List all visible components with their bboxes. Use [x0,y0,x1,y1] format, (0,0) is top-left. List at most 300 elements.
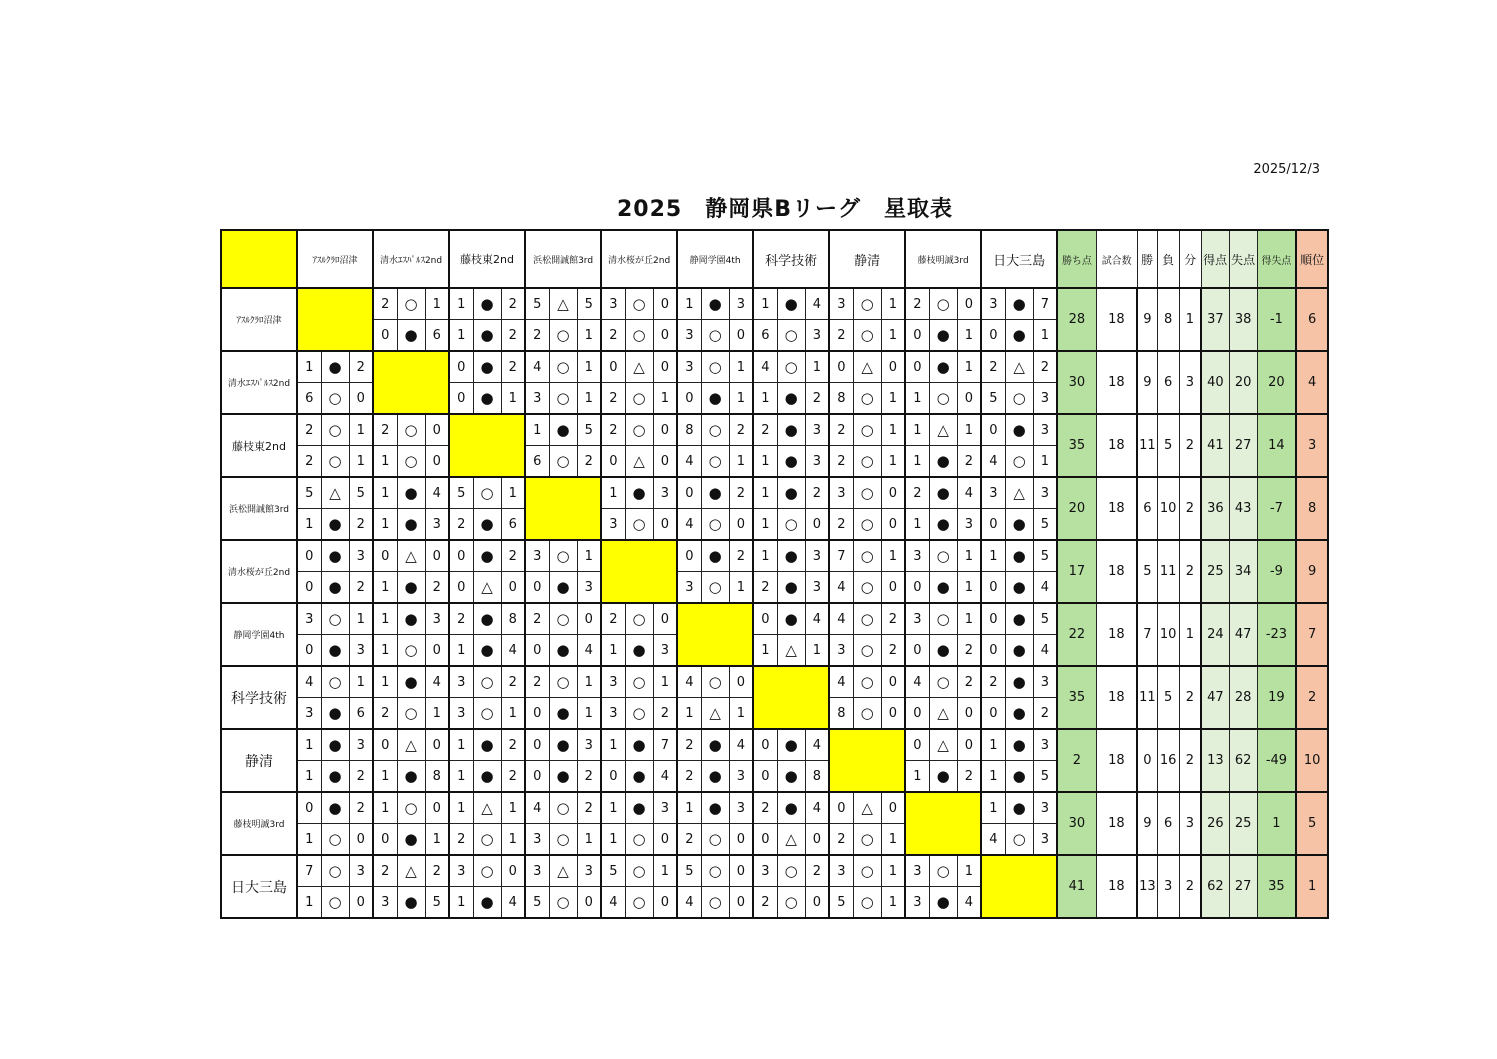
row-team-name: 浜松開誠館3rd [221,477,297,540]
row-team-name: 藤枝明誠3rd [221,792,297,855]
row-team-name: 清水ｴｽﾊﾟﾙｽ2nd [221,351,297,414]
stat-points: 41 [1057,855,1096,918]
score-for: 0 [981,320,1005,352]
win-mark: ○ [1005,824,1033,856]
loss-mark: ● [549,635,577,667]
corner-cell [221,230,297,288]
score-for: 0 [373,824,397,856]
win-mark: ○ [929,383,957,415]
score-for: 1 [297,887,321,919]
score-for: 2 [601,414,625,446]
draw-mark: △ [853,351,881,383]
score-for: 2 [601,603,625,635]
stat-goals-for: 36 [1201,477,1229,540]
score-against: 3 [425,603,449,635]
score-for: 1 [753,288,777,320]
loss-mark: ● [1005,792,1033,824]
loss-mark: ● [777,383,805,415]
stat-goals-for: 47 [1201,666,1229,729]
stat-wins: 11 [1137,666,1157,729]
team-row-first-leg [221,666,1328,698]
score-for: 3 [449,855,473,887]
score-for: 1 [905,761,929,793]
stat-draws: 3 [1179,792,1201,855]
score-against: 0 [425,635,449,667]
score-for: 3 [981,288,1005,320]
score-for: 5 [981,383,1005,415]
score-for: 1 [449,320,473,352]
loss-mark: ● [777,288,805,320]
loss-mark: ● [929,320,957,352]
score-for: 2 [829,320,853,352]
score-for: 3 [601,288,625,320]
win-mark: ○ [625,887,653,919]
win-mark: ○ [397,698,425,730]
score-for: 3 [373,887,397,919]
win-mark: ○ [853,824,881,856]
column-header-team: 静清 [829,230,905,288]
score-against: 0 [729,320,753,352]
win-mark: ○ [321,603,349,635]
loss-mark: ● [1005,572,1033,604]
loss-mark: ● [473,729,501,761]
score-against: 0 [653,320,677,352]
loss-mark: ● [701,383,729,415]
score-against: 1 [349,666,373,698]
score-against: 3 [729,761,753,793]
score-for: 1 [297,351,321,383]
stat-draws: 2 [1179,855,1201,918]
loss-mark: ● [1005,288,1033,320]
score-for: 2 [525,603,549,635]
score-for: 0 [981,572,1005,604]
score-for: 3 [525,383,549,415]
score-against: 2 [577,761,601,793]
score-for: 1 [449,761,473,793]
stat-header: 順位 [1296,230,1328,288]
score-against: 2 [349,572,373,604]
win-mark: ○ [853,635,881,667]
score-for: 3 [981,477,1005,509]
score-against: 0 [729,666,753,698]
score-for: 5 [525,887,549,919]
draw-mark: △ [473,572,501,604]
score-against: 0 [425,446,449,478]
stat-draws: 2 [1179,666,1201,729]
win-mark: ○ [473,855,501,887]
loss-mark: ● [397,666,425,698]
win-mark: ○ [777,509,805,541]
win-mark: ○ [321,414,349,446]
win-mark: ○ [625,288,653,320]
stat-goals-against: 27 [1229,855,1257,918]
stat-goal-diff: -9 [1257,540,1296,603]
score-against: 0 [653,288,677,320]
score-for: 0 [601,351,625,383]
draw-mark: △ [473,792,501,824]
score-for: 6 [297,383,321,415]
score-against: 1 [805,635,829,667]
score-for: 1 [373,666,397,698]
score-for: 2 [829,509,853,541]
score-against: 1 [349,414,373,446]
stat-losses: 8 [1157,288,1179,351]
score-for: 2 [677,729,701,761]
score-for: 3 [525,824,549,856]
score-against: 2 [729,414,753,446]
score-for: 2 [829,414,853,446]
score-for: 1 [601,635,625,667]
loss-mark: ● [473,761,501,793]
score-for: 4 [829,572,853,604]
self-match-cell [829,729,905,792]
stat-points: 20 [1057,477,1096,540]
score-for: 0 [297,792,321,824]
win-mark: ○ [625,320,653,352]
score-for: 1 [373,603,397,635]
loss-mark: ● [321,540,349,572]
column-header-team: 清水ｴｽﾊﾟﾙｽ2nd [373,230,449,288]
score-for: 1 [753,477,777,509]
score-for: 3 [753,855,777,887]
score-for: 1 [981,792,1005,824]
score-against: 3 [425,509,449,541]
win-mark: ○ [397,446,425,478]
score-against: 0 [653,824,677,856]
score-against: 3 [1033,477,1057,509]
win-mark: ○ [549,446,577,478]
score-against: 0 [805,887,829,919]
score-against: 0 [881,572,905,604]
score-against: 1 [881,824,905,856]
draw-mark: △ [397,540,425,572]
stat-rank: 2 [1296,666,1328,729]
stat-goals-for: 25 [1201,540,1229,603]
score-for: 1 [297,761,321,793]
score-for: 3 [905,603,929,635]
score-for: 2 [449,824,473,856]
win-mark: ○ [549,666,577,698]
stat-draws: 2 [1179,477,1201,540]
draw-mark: △ [777,635,805,667]
score-against: 1 [577,383,601,415]
stat-losses: 11 [1157,540,1179,603]
column-header-team: 浜松開誠館3rd [525,230,601,288]
score-against: 5 [577,414,601,446]
row-team-name: 静岡学園4th [221,603,297,666]
win-mark: ○ [397,792,425,824]
win-mark: ○ [853,698,881,730]
score-against: 1 [729,383,753,415]
score-against: 3 [805,540,829,572]
score-for: 0 [905,572,929,604]
stat-goals-for: 41 [1201,414,1229,477]
score-for: 1 [449,729,473,761]
stat-points: 35 [1057,666,1096,729]
score-against: 3 [349,855,373,887]
score-for: 1 [677,698,701,730]
loss-mark: ● [321,698,349,730]
stat-goal-diff: 35 [1257,855,1296,918]
score-for: 5 [297,477,321,509]
loss-mark: ● [1005,414,1033,446]
score-against: 5 [1033,509,1057,541]
win-mark: ○ [549,603,577,635]
score-against: 0 [729,824,753,856]
draw-mark: △ [1005,351,1033,383]
stat-games: 18 [1096,477,1137,540]
score-against: 1 [957,414,981,446]
score-for: 1 [449,635,473,667]
loss-mark: ● [549,572,577,604]
win-mark: ○ [701,351,729,383]
score-for: 2 [981,666,1005,698]
score-against: 0 [349,824,373,856]
draw-mark: △ [549,855,577,887]
loss-mark: ● [701,792,729,824]
score-for: 1 [905,509,929,541]
draw-mark: △ [397,855,425,887]
score-against: 1 [577,698,601,730]
score-for: 0 [601,761,625,793]
page-title: 2025 静岡県Bリーグ 星取表 [617,197,953,222]
win-mark: ○ [473,824,501,856]
score-for: 0 [905,698,929,730]
draw-mark: △ [701,698,729,730]
score-for: 4 [297,666,321,698]
win-mark: ○ [853,540,881,572]
score-against: 2 [957,761,981,793]
score-against: 1 [653,855,677,887]
stat-goals-for: 24 [1201,603,1229,666]
score-for: 0 [753,761,777,793]
win-mark: ○ [549,351,577,383]
score-for: 0 [905,729,929,761]
row-team-name: 静清 [221,729,297,792]
loss-mark: ● [777,446,805,478]
score-for: 1 [373,761,397,793]
loss-mark: ● [549,698,577,730]
score-for: 0 [525,729,549,761]
score-for: 2 [373,698,397,730]
score-against: 4 [1033,635,1057,667]
score-for: 0 [525,635,549,667]
win-mark: ○ [929,288,957,320]
score-against: 3 [1033,729,1057,761]
score-against: 2 [729,477,753,509]
stat-draws: 2 [1179,414,1201,477]
score-against: 2 [1033,351,1057,383]
win-mark: ○ [777,351,805,383]
score-for: 4 [981,446,1005,478]
score-for: 3 [905,887,929,919]
score-for: 3 [525,855,549,887]
loss-mark: ● [701,729,729,761]
stat-points: 2 [1057,729,1096,792]
score-for: 2 [905,477,929,509]
score-for: 1 [373,477,397,509]
score-against: 2 [501,320,525,352]
self-match-cell [449,414,525,477]
stat-header: 勝ち点 [1057,230,1096,288]
score-for: 5 [449,477,473,509]
score-against: 0 [881,351,905,383]
score-for: 1 [525,414,549,446]
score-against: 0 [957,729,981,761]
win-mark: ○ [853,509,881,541]
loss-mark: ● [397,509,425,541]
score-against: 0 [729,887,753,919]
loss-mark: ● [701,288,729,320]
score-for: 2 [373,414,397,446]
loss-mark: ● [473,351,501,383]
win-mark: ○ [701,666,729,698]
score-against: 2 [805,855,829,887]
score-for: 4 [829,666,853,698]
score-against: 3 [577,729,601,761]
stat-losses: 6 [1157,351,1179,414]
row-team-name: 科学技術 [221,666,297,729]
score-against: 4 [653,761,677,793]
score-for: 2 [373,288,397,320]
stat-goal-diff: -23 [1257,603,1296,666]
score-against: 0 [425,540,449,572]
score-for: 1 [677,792,701,824]
score-for: 1 [753,383,777,415]
score-for: 2 [905,288,929,320]
score-for: 0 [373,540,397,572]
score-for: 1 [373,446,397,478]
score-against: 4 [1033,572,1057,604]
loss-mark: ● [321,635,349,667]
score-against: 2 [349,761,373,793]
score-against: 0 [653,603,677,635]
draw-mark: △ [625,446,653,478]
draw-mark: △ [321,477,349,509]
score-against: 3 [653,635,677,667]
score-for: 0 [297,635,321,667]
stat-points: 30 [1057,351,1096,414]
loss-mark: ● [321,761,349,793]
score-for: 4 [677,446,701,478]
team-row-first-leg [221,288,1328,320]
draw-mark: △ [929,729,957,761]
loss-mark: ● [929,477,957,509]
score-against: 0 [805,824,829,856]
score-against: 3 [1033,824,1057,856]
score-for: 4 [677,666,701,698]
score-against: 1 [577,824,601,856]
stat-draws: 1 [1179,288,1201,351]
score-for: 0 [449,383,473,415]
score-against: 0 [957,383,981,415]
loss-mark: ● [625,635,653,667]
score-for: 2 [753,792,777,824]
stat-points: 28 [1057,288,1096,351]
draw-mark: △ [625,351,653,383]
score-for: 0 [525,572,549,604]
loss-mark: ● [473,383,501,415]
stat-goal-diff: 20 [1257,351,1296,414]
loss-mark: ● [321,792,349,824]
score-against: 5 [1033,540,1057,572]
loss-mark: ● [549,414,577,446]
score-against: 1 [425,698,449,730]
score-against: 4 [425,666,449,698]
score-against: 0 [577,603,601,635]
win-mark: ○ [321,666,349,698]
score-against: 0 [881,477,905,509]
loss-mark: ● [777,572,805,604]
loss-mark: ● [1005,698,1033,730]
stat-losses: 6 [1157,792,1179,855]
win-mark: ○ [321,887,349,919]
stat-wins: 11 [1137,414,1157,477]
score-against: 1 [425,824,449,856]
score-against: 0 [957,698,981,730]
self-match-cell [601,540,677,603]
score-against: 0 [653,351,677,383]
stat-goals-against: 38 [1229,288,1257,351]
score-against: 1 [957,572,981,604]
score-for: 0 [753,729,777,761]
score-against: 5 [1033,603,1057,635]
score-for: 1 [905,383,929,415]
score-against: 8 [501,603,525,635]
stat-games: 18 [1096,666,1137,729]
score-for: 2 [297,446,321,478]
score-against: 1 [349,603,373,635]
score-against: 3 [729,792,753,824]
score-for: 1 [753,509,777,541]
score-for: 0 [981,635,1005,667]
win-mark: ○ [777,887,805,919]
score-against: 1 [957,855,981,887]
stat-goal-diff: 1 [1257,792,1296,855]
score-for: 0 [449,572,473,604]
stat-wins: 7 [1137,603,1157,666]
stat-header: 勝 [1137,230,1157,288]
self-match-cell [297,288,373,351]
win-mark: ○ [929,855,957,887]
loss-mark: ● [625,477,653,509]
win-mark: ○ [701,414,729,446]
score-for: 2 [449,603,473,635]
stat-goals-for: 26 [1201,792,1229,855]
stat-header: 試合数 [1096,230,1137,288]
score-for: 6 [525,446,549,478]
report-date: 2025/12/3 [1253,162,1320,177]
score-for: 0 [449,351,473,383]
score-for: 2 [829,824,853,856]
score-against: 0 [501,855,525,887]
win-mark: ○ [1005,383,1033,415]
score-against: 3 [653,477,677,509]
stat-goals-for: 40 [1201,351,1229,414]
score-against: 2 [349,509,373,541]
win-mark: ○ [853,320,881,352]
score-for: 2 [981,351,1005,383]
stat-header: 負 [1157,230,1179,288]
score-for: 0 [677,540,701,572]
score-against: 4 [729,729,753,761]
win-mark: ○ [929,603,957,635]
score-for: 4 [525,351,549,383]
score-against: 1 [881,320,905,352]
score-against: 3 [349,540,373,572]
score-for: 0 [981,603,1005,635]
column-header-team: ｱｽﾙｸﾗﾛ沼津 [297,230,373,288]
